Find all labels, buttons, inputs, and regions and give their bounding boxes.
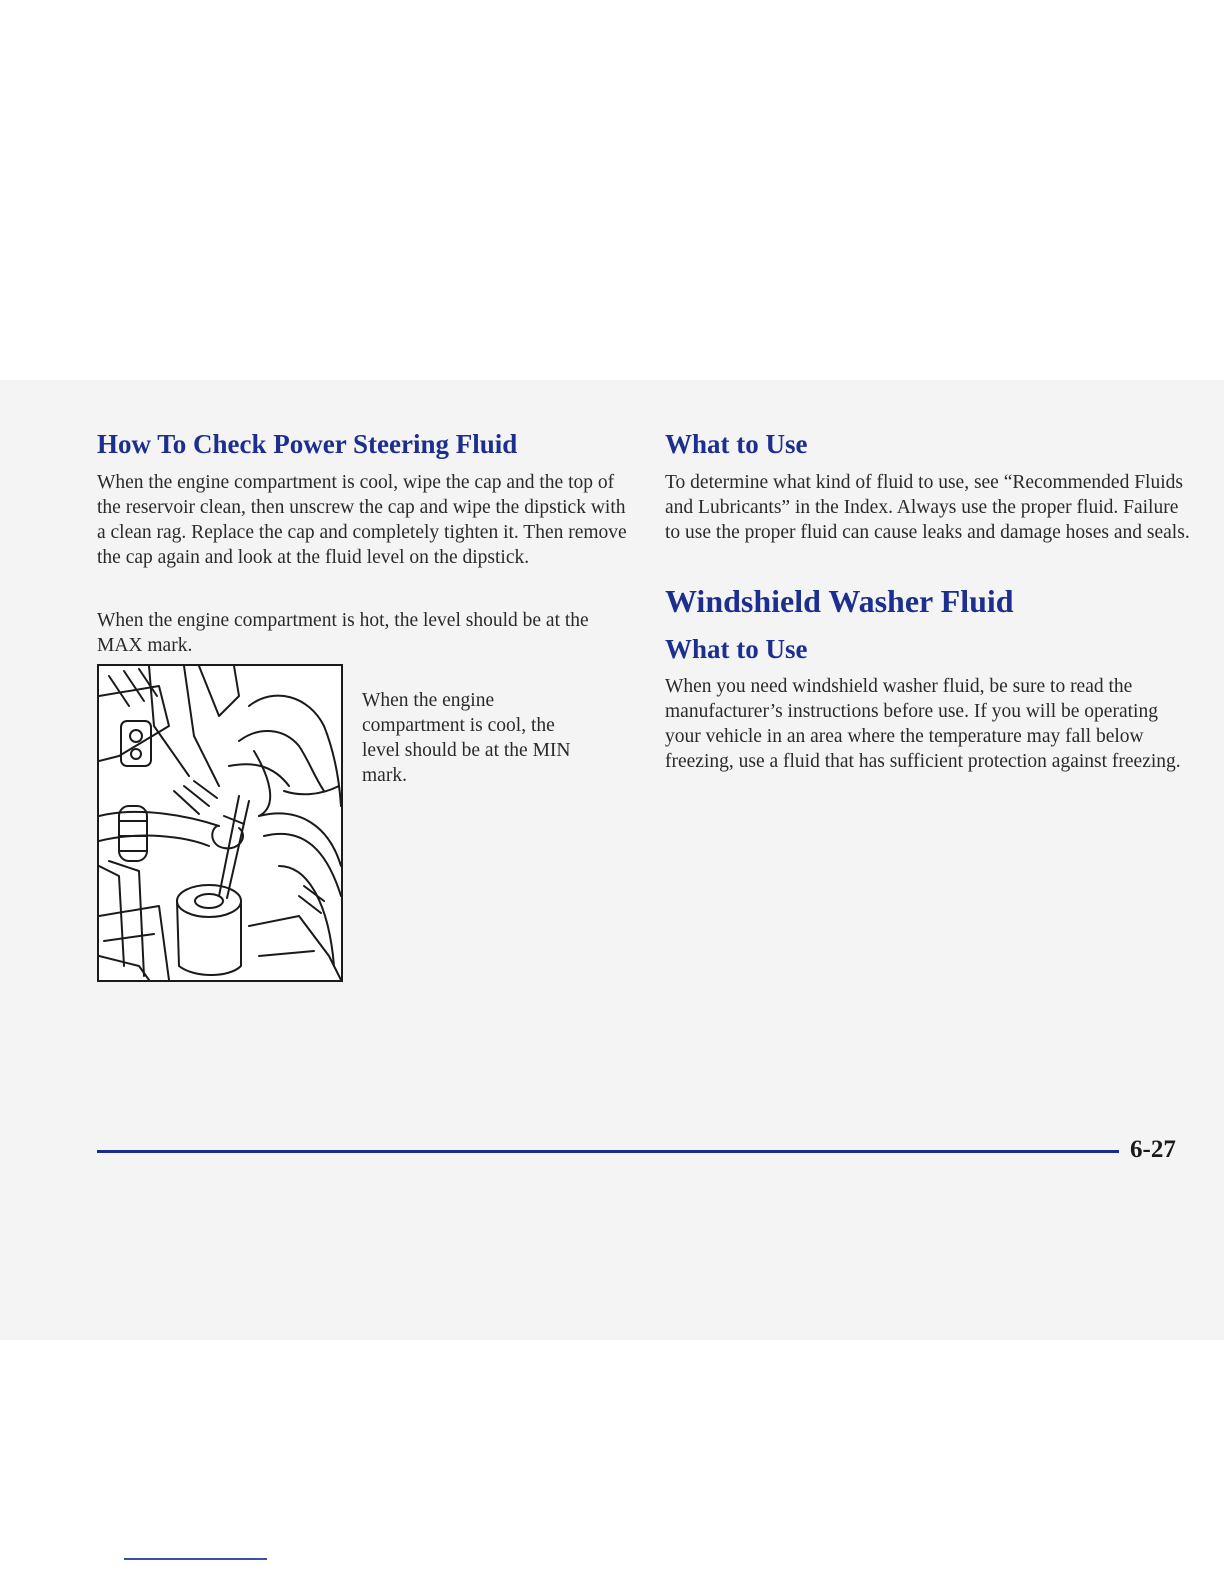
- bottom-rule: [124, 1558, 267, 1560]
- engine-dipstick-drawing: [99, 666, 341, 980]
- dipstick-illustration: [97, 664, 343, 982]
- windshield-washer-fluid-title: Windshield Washer Fluid: [665, 583, 1014, 619]
- footer-rule: [97, 1150, 1119, 1153]
- what-to-use-paragraph-1: To determine what kind of fluid to use, see “Recommended Fluids and Lubricants” in the Index. Always use the proper fluid. Failure to use the proper fluid can cause leaks and damage hoses and seals.: [665, 472, 1190, 543]
- power-steering-heading: How To Check Power Steering Fluid: [97, 429, 518, 459]
- what-to-use-heading-1: What to Use: [665, 429, 808, 459]
- page-number: 6-27: [1130, 1136, 1176, 1163]
- what-to-use-heading-2: What to Use: [665, 634, 808, 664]
- illustration-caption: When the engine compartment is cool, the level should be at the MIN mark.: [362, 690, 571, 786]
- washer-fluid-paragraph: When you need windshield washer fluid, be sure to read the manufacturer’s instructions before use. If you will be operating your vehicle in an area where the temperature may fall below freezing, use a fluid that has sufficient protection against freezing.: [665, 676, 1181, 772]
- power-steering-paragraph-1: When the engine compartment is cool, wipe the cap and the top of the reservoir clean, then unscrew the cap and wipe the dipstick with a clean rag. Replace the cap and completely tighten it. Then remove the cap again and look at the fluid level on the dipstick.: [97, 472, 627, 568]
- power-steering-paragraph-2: When the engine compartment is hot, the level should be at the MAX mark.: [97, 610, 589, 656]
